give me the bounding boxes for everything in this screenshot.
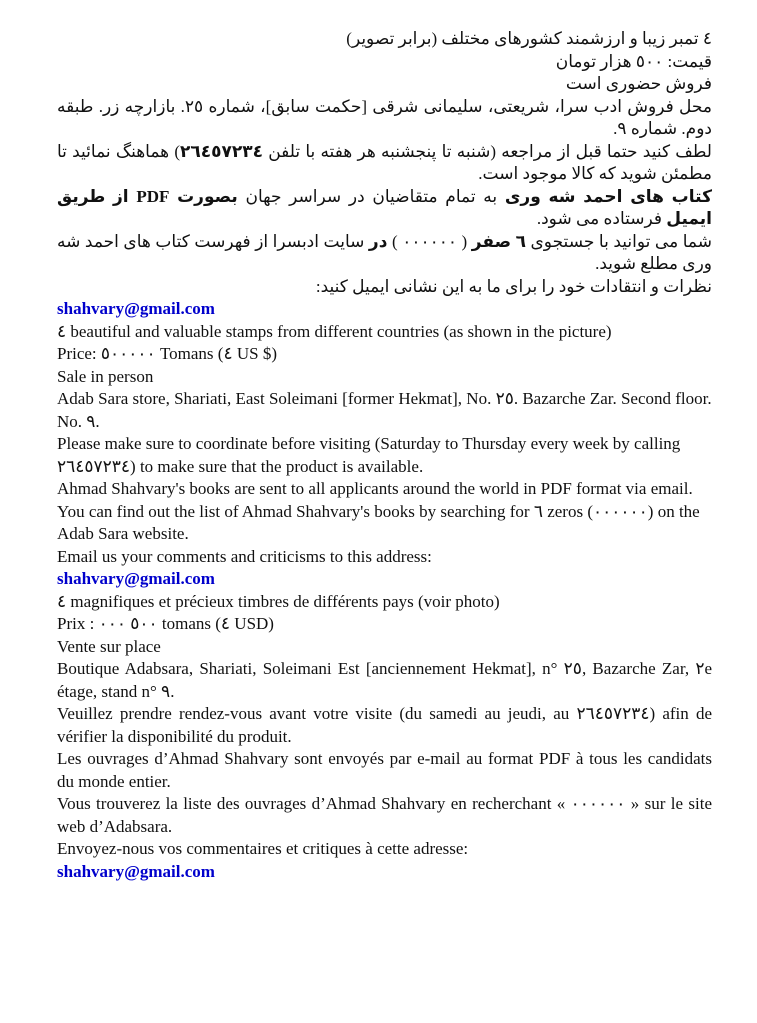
text-run: Envoyez-nous vos commentaires et critiques à cette adresse: xyxy=(57,839,469,858)
text-run: ( ٠٠٠٠٠٠ ) xyxy=(387,231,472,251)
text-run-bold: بصورت PDF از طریق ایمیل xyxy=(57,186,712,228)
fr-send-comments xyxy=(57,838,712,861)
en-call-before-visit xyxy=(57,433,712,478)
text-run: Boutique Adabsara, Shariati, Soleimani Est [anciennement Hekmat], n° ٢٥, Bazarche Zar, ٢e étage, stand n° ٩. xyxy=(57,659,712,701)
en-books-pdf-email xyxy=(57,478,712,501)
fr-books-pdf-email xyxy=(57,748,712,793)
text-run-bold: ٢٦٤٥٧٢٣٤ xyxy=(180,141,264,161)
text-run: You can find out the list of Ahmad Shahvary's books by searching for ٦ zeros (٠٠٠٠٠٠) on the Adab Sara website. xyxy=(57,501,700,543)
text-run: Veuillez prendre rendez-vous avant votre visite (du samedi au jeudi, au ٢٦٤٥٧٢٣٤) afin de vérifier la disponibilité du produit. xyxy=(57,704,713,746)
fr-search-six-zeros xyxy=(57,793,712,838)
text-run-bold: کتاب های احمد شه وری xyxy=(504,186,712,206)
fr-stamps-title xyxy=(57,591,712,614)
text-run: سایت ادبسرا از فهرست کتاب های احمد شه وری مطلع شوید. xyxy=(57,231,712,273)
fr-call-before-visit xyxy=(57,703,712,748)
fr-sale-in-person xyxy=(57,636,712,659)
text-run: فروش حضوری است xyxy=(565,74,712,93)
fa-search-six-zeros xyxy=(57,231,712,276)
email-line-3 xyxy=(57,861,712,884)
text-run: فرستاده می شود. xyxy=(536,209,667,228)
text-run: Vous trouverez la liste des ouvrages d’Ahmad Shahvary en recherchant « ٠٠٠٠٠٠ » sur le site web d’Adabsara. xyxy=(57,794,713,836)
text-run: Please make sure to coordinate before visiting (Saturday to Thursday every week by calling ٢٦٤٥٧٢٣٤) to make sure that the product is available. xyxy=(57,434,681,476)
text-run: Adab Sara store, Shariati, East Soleimani [former Hekmat], No. ٢٥. Bazarche Zar. Second floor. No. ٩. xyxy=(57,389,712,431)
text-run: Price: ٥٠٠٠٠٠ Tomans (٤ US $) xyxy=(57,344,277,363)
fa-price xyxy=(57,51,712,74)
en-price xyxy=(57,343,712,366)
text-run: ٤ تمبر زیبا و ارزشمند کشورهای مختلف (برابر تصویر) xyxy=(346,29,712,48)
text-run-bold: در xyxy=(368,231,388,251)
text-run: Vente sur place xyxy=(57,636,161,656)
fa-sale-in-person xyxy=(57,73,712,96)
text-run: Ahmad Shahvary's books are sent to all applicants around the world in PDF format via email. xyxy=(57,479,693,498)
en-stamps-title xyxy=(57,321,712,344)
text-run: شما می توانید با جستجوی xyxy=(525,231,713,251)
fa-call-before-visit xyxy=(57,141,712,186)
fr-price xyxy=(57,613,712,636)
text-run: ٤ beautiful and valuable stamps from different countries (as shown in the picture) xyxy=(57,321,612,341)
en-search-six-zeros xyxy=(57,501,712,546)
email-link[interactable]: shahvary@gmail.com xyxy=(57,861,215,881)
email-line-1 xyxy=(57,298,712,321)
text-run: Email us your comments and criticisms to this address: xyxy=(57,546,432,566)
text-run: به تمام متقاضیان در سراسر جهان xyxy=(237,186,505,206)
text-run: Prix : ٥٠٠ ٠٠٠ tomans (٤ USD) xyxy=(57,614,274,633)
fr-store-address xyxy=(57,658,712,703)
text-run: نظرات و انتقادات خود را برای ما به این نشانی ایمیل کنید: xyxy=(315,276,712,296)
fa-send-comments xyxy=(57,276,712,299)
text-run: ) هماهنگ نمائید تا مطمئن شوید که کالا موجود است. xyxy=(57,141,712,183)
email-link[interactable]: shahvary@gmail.com xyxy=(57,569,215,588)
fa-books-pdf-email xyxy=(57,186,712,231)
en-send-comments xyxy=(57,546,712,569)
text-run: ٤ magnifiques et précieux timbres de différents pays (voir photo) xyxy=(57,591,500,611)
text-run: لطف کنید حتما قبل از مراجعه (شنبه تا پنجشنبه هر هفته با تلفن xyxy=(263,141,712,161)
email-link[interactable]: shahvary@gmail.com xyxy=(57,299,215,318)
fa-store-address xyxy=(57,96,712,141)
document-body xyxy=(57,28,712,883)
text-run-bold: ٦ صفر xyxy=(471,231,526,251)
en-sale-in-person xyxy=(57,366,712,389)
text-run: Sale in person xyxy=(57,366,154,386)
email-line-2 xyxy=(57,568,712,591)
text-run: محل فروش ادب سرا، شریعتی، سلیمانی شرقی [حکمت سابق]، شماره ٢٥. بازارچه زر. طبقه دوم. شماره ٩. xyxy=(57,96,712,138)
text-run: قیمت: ٥٠٠ هزار تومان xyxy=(555,51,712,71)
text-run: Les ouvrages d’Ahmad Shahvary sont envoyés par e-mail au format PDF à tous les candidats du monde entier. xyxy=(57,749,712,791)
en-store-address xyxy=(57,388,712,433)
fa-stamps-title xyxy=(57,28,712,51)
